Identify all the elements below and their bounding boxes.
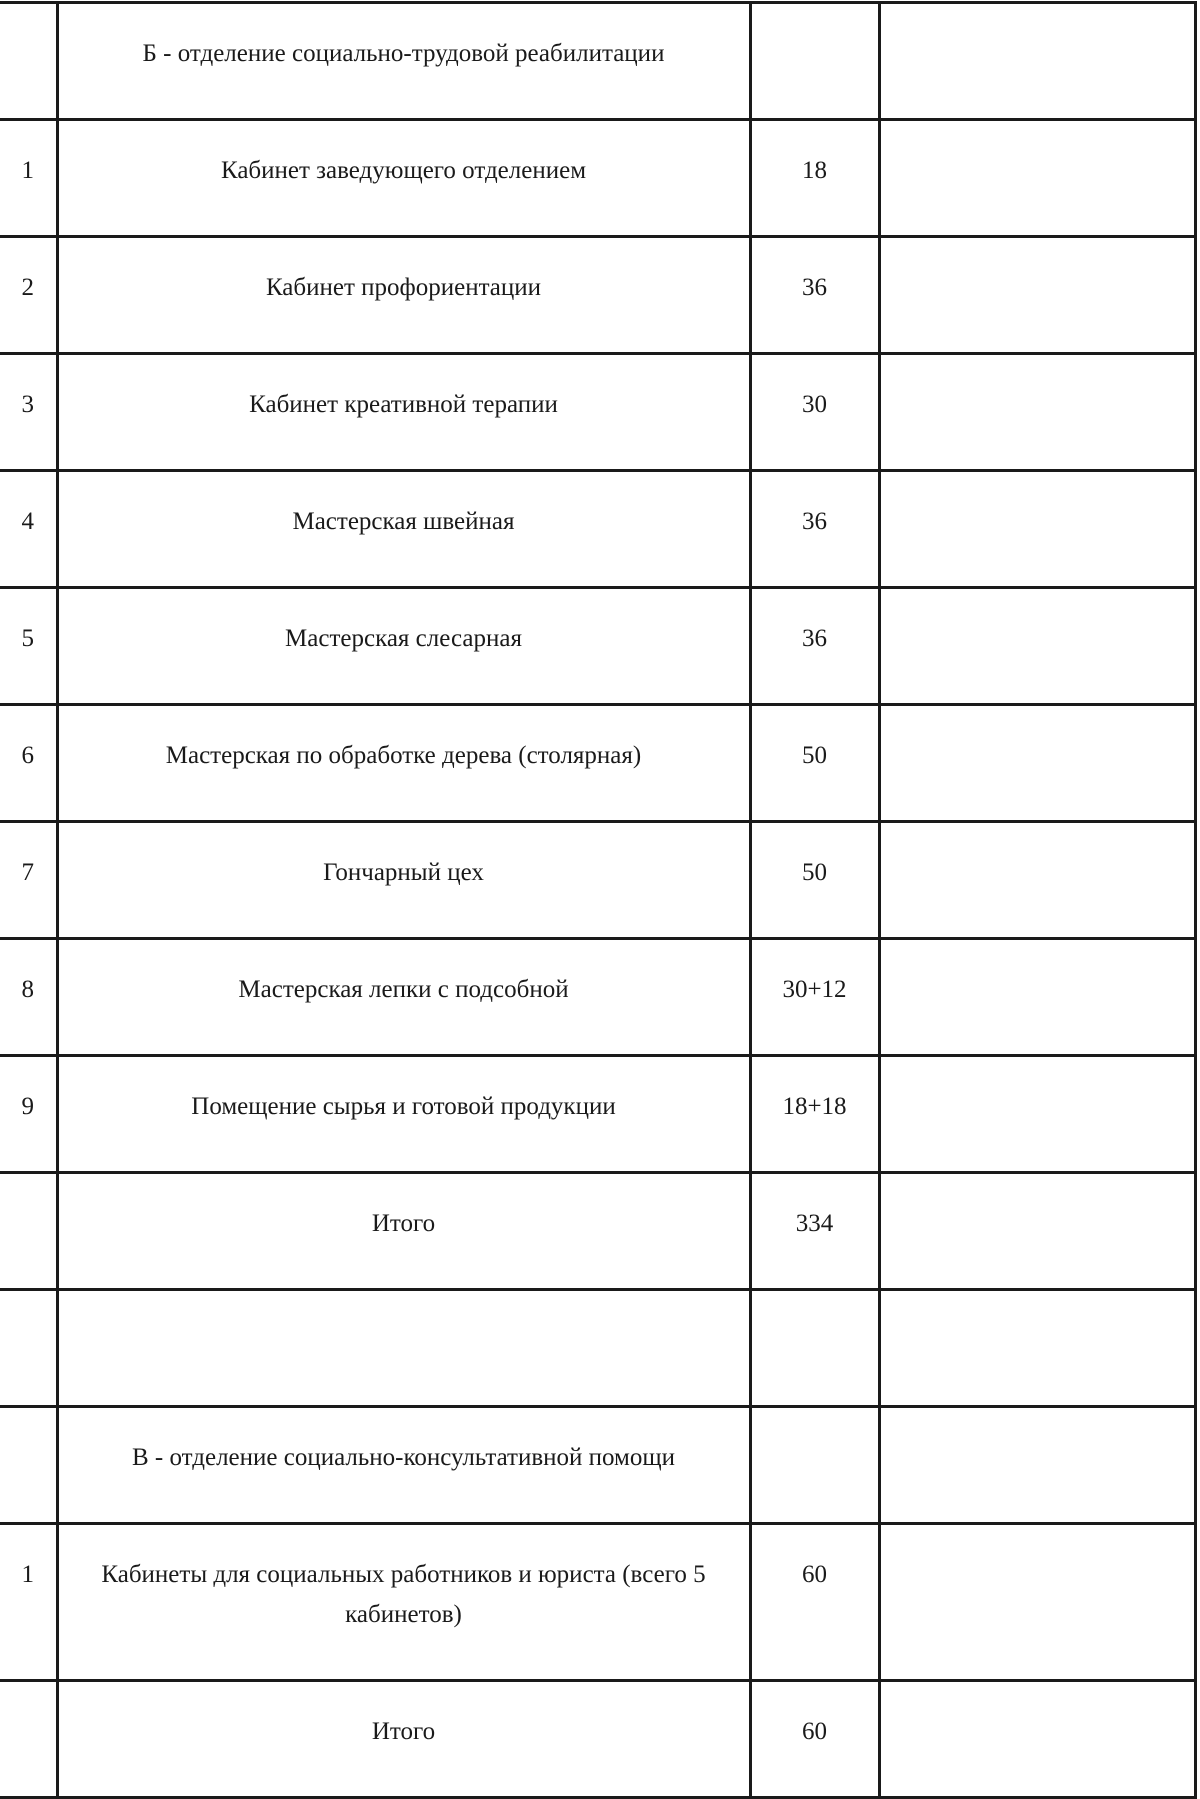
row-number-cell [0,1290,57,1407]
row-number-cell [0,588,57,705]
room-area-text: 60 [802,1561,827,1588]
room-name-text [59,1291,749,1321]
room-name-text: Кабинет заведующего отделением [220,157,587,184]
row-number-text: 2 [21,274,34,301]
row-number-text: 1 [21,1561,34,1588]
table-row [0,1173,1195,1290]
row-number-cell [0,1407,57,1524]
row-number-text: 4 [21,508,34,535]
table-row [0,1681,1195,1798]
room-name-text: Кабинет креативной терапии [249,391,558,418]
room-name-text: Мастерская лепки с подсобной [238,976,569,1003]
note-text [881,121,1194,151]
room-area-text: 36 [802,508,827,535]
table-row [0,1056,1195,1173]
room-name-cell [57,354,750,471]
note-text [881,1682,1194,1712]
note-cell [879,237,1195,354]
row-number-text: 7 [21,859,34,886]
note-text [881,1057,1194,1087]
table-row [0,1407,1195,1524]
room-area-cell [750,237,879,354]
row-number-cell [0,705,57,822]
room-area-cell [750,1056,879,1173]
rooms-area-table [0,1,1197,1799]
table-row [0,588,1195,705]
room-area-cell [750,1173,879,1290]
note-text [881,355,1194,385]
table-row [0,471,1195,588]
row-number-text: 9 [21,1093,34,1120]
room-area-cell [750,1407,879,1524]
row-number-cell [0,1524,57,1681]
table-row [0,822,1195,939]
note-text [881,706,1194,736]
note-cell [879,3,1195,120]
row-number-cell [0,120,57,237]
row-number-cell [0,1173,57,1290]
room-name-cell [57,1407,750,1524]
table-row [0,120,1195,237]
room-name-text: Итого [371,1210,436,1237]
rooms-table-body [0,3,1195,1798]
room-name-cell [57,705,750,822]
note-cell [879,354,1195,471]
room-area-cell [750,1681,879,1798]
row-number-text: 3 [21,391,34,418]
note-cell [879,1173,1195,1290]
room-area-cell [750,822,879,939]
table-row [0,3,1195,120]
room-area-cell [750,471,879,588]
room-area-text: 50 [802,742,827,769]
room-area-cell [750,1290,879,1407]
note-cell [879,1056,1195,1173]
row-number-text [0,4,56,34]
note-text [881,1174,1194,1204]
room-area-text [752,4,878,34]
note-cell [879,1681,1195,1798]
row-number-cell [0,471,57,588]
room-name-cell [57,471,750,588]
room-name-text: Кабинет профориентации [265,274,542,301]
note-text [881,238,1194,268]
row-number-text [0,1174,56,1204]
note-text [881,589,1194,619]
room-area-text: 18 [802,157,827,184]
room-area-cell [750,120,879,237]
room-area-text: 36 [802,274,827,301]
room-name-text: Гончарный цех [323,859,484,886]
note-text [881,472,1194,502]
note-cell [879,588,1195,705]
room-area-cell [750,588,879,705]
room-area-text: 30 [802,391,827,418]
room-name-text: Б - отделение социально-трудовой реабилитации [142,40,665,67]
note-cell [879,120,1195,237]
room-name-cell [57,1056,750,1173]
row-number-text [0,1408,56,1438]
room-name-text: Мастерская по обработке дерева (столярная) [165,742,642,769]
note-cell [879,1290,1195,1407]
room-name-cell [57,120,750,237]
row-number-text: 6 [21,742,34,769]
table-row [0,354,1195,471]
note-text [881,1408,1194,1438]
table-row [0,939,1195,1056]
room-area-cell [750,3,879,120]
row-number-cell [0,939,57,1056]
room-name-cell [57,588,750,705]
room-name-cell [57,1173,750,1290]
table-row [0,237,1195,354]
room-name-text: Кабинеты для социальных работников и юриста (всего 5 кабинетов) [101,1561,706,1628]
room-name-cell [57,822,750,939]
room-name-text: В - отделение социально-консультативной помощи [131,1444,675,1471]
room-name-cell [57,1524,750,1681]
room-name-cell [57,1290,750,1407]
note-cell [879,1407,1195,1524]
note-text [881,823,1194,853]
table-row [0,1290,1195,1407]
row-number-text: 1 [21,157,34,184]
table-row [0,1524,1195,1681]
row-number-text: 5 [21,625,34,652]
note-text [881,1291,1194,1321]
room-area-text: 50 [802,859,827,886]
room-name-text: Помещение сырья и готовой продукции [191,1093,616,1120]
room-name-cell [57,237,750,354]
room-area-text [752,1408,878,1438]
room-area-text: 334 [795,1210,834,1237]
room-area-cell [750,939,879,1056]
row-number-cell [0,1056,57,1173]
note-text [881,1525,1194,1555]
room-area-text [752,1291,878,1321]
room-area-cell [750,354,879,471]
room-name-cell [57,3,750,120]
note-text [881,4,1194,34]
room-area-text: 60 [802,1718,827,1745]
room-name-cell [57,939,750,1056]
note-cell [879,939,1195,1056]
room-area-text: 18+18 [782,1093,847,1120]
note-cell [879,471,1195,588]
room-name-text: Мастерская слесарная [285,625,522,652]
row-number-cell [0,237,57,354]
row-number-cell [0,354,57,471]
row-number-text [0,1682,56,1712]
room-name-text: Мастерская швейная [292,508,515,535]
row-number-text: 8 [21,976,34,1003]
room-name-cell [57,1681,750,1798]
note-cell [879,705,1195,822]
table-row [0,705,1195,822]
room-area-cell [750,1524,879,1681]
room-area-text: 30+12 [782,976,847,1003]
room-area-text: 36 [802,625,827,652]
room-name-text: Итого [371,1718,436,1745]
note-text [881,940,1194,970]
room-area-cell [750,705,879,822]
row-number-text [0,1291,56,1321]
row-number-cell [0,3,57,120]
note-cell [879,1524,1195,1681]
row-number-cell [0,822,57,939]
note-cell [879,822,1195,939]
row-number-cell [0,1681,57,1798]
